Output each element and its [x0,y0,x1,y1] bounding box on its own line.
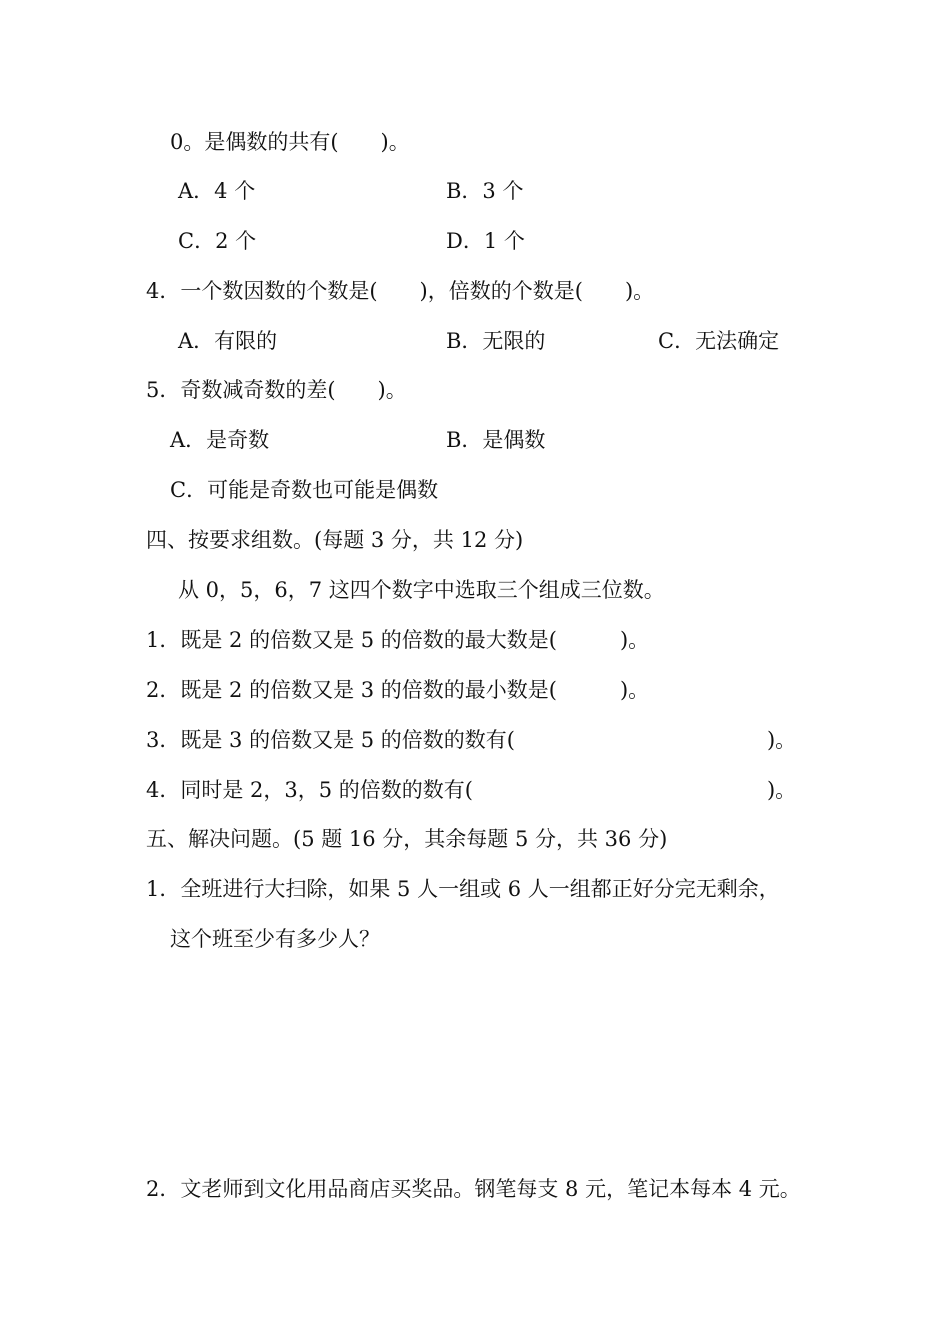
q4-option-a: A．有限的 [178,329,278,353]
q4-option-b: B．无限的 [446,329,546,353]
section4-heading: 四、按要求组数。(每题 3 分，共 12 分) [146,528,524,552]
q3-option-d: D．1 个 [446,229,525,253]
section4-item-2: 2．既是 2 的倍数又是 3 的倍数的最小数是( )。 [146,678,650,702]
q3-stem: 0。是偶数的共有( )。 [170,130,410,154]
q4-option-c: C．无法确定 [658,329,780,353]
section4-item-4: 4．同时是 2，3，5 的倍数的数有( )。 [146,778,797,802]
section5-q1-line2: 这个班至少有多少人？ [170,927,380,951]
section4-item-3: 3．既是 3 的倍数又是 5 的倍数的数有( )。 [146,728,797,752]
q4-stem: 4．一个数因数的个数是( )，倍数的个数是( )。 [146,279,655,303]
q5-option-c: C．可能是奇数也可能是偶数 [170,478,439,502]
q3-option-b: B．3 个 [446,179,524,203]
section5-q2-line1: 2．文老师到文化用品商店买奖品。钢笔每支 8 元，笔记本每本 4 元。 [146,1177,801,1201]
q3-option-c: C．2 个 [178,229,257,253]
section4-intro: 从 0，5，6，7 这四个数字中选取三个组成三位数。 [178,578,665,602]
q5-option-b: B．是偶数 [446,428,546,452]
q5-option-a: A．是奇数 [170,428,270,452]
section4-item-1: 1．既是 2 的倍数又是 5 的倍数的最大数是( )。 [146,628,650,652]
section5-heading: 五、解决问题。(5 题 16 分，其余每题 5 分，共 36 分) [146,827,668,851]
q3-option-a: A．4 个 [178,179,256,203]
section5-q1-line1: 1．全班进行大扫除，如果 5 人一组或 6 人一组都正好分完无剩余， [146,877,780,901]
q5-stem: 5．奇数减奇数的差( )。 [146,378,407,402]
